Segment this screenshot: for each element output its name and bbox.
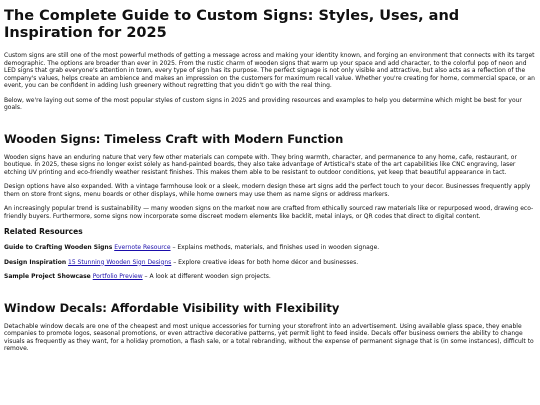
resource-link-portfolio[interactable]: Portfolio Preview [92,273,143,280]
wooden-paragraph-2: Design options have also expanded. With a vintage farmhouse look or a sleek, modern design these art signs add the perfect touch to your decor. Businesses frequently apply them on store front signs, menu boards or other displays, while home owners may use them as name signs or address markers. [4,183,531,198]
resource-description: – Explains methods, materials, and finishes used in wooden signage. [170,244,380,251]
resource-link-evernote[interactable]: Evernote Resource [114,244,171,251]
wooden-signs-heading: Wooden Signs: Timeless Craft with Modern Function [4,131,344,146]
resource-description: – A look at different wooden sign projects. [142,273,271,280]
resource-description: – Explore creative ideas for both home décor and businesses. [171,258,359,266]
intro-paragraph-1: Custom signs are still one of the most powerful methods of getting a message across and making your identity known, and forging an environment that connects with its target demographic. The options are broader than ever in 2025. From the rustic charm of wooden signs that warm up your space and add character, to the colorful pop of neon and LED signs that grab everyone's attention in town, every type of sign has its purpose. The perfect signage is not only visible and attractive, but also acts as a reflection of the company's values, helps create an ambience and makes an impression on the customers for maximum recall value. Whether you're creating for home, commercial space, or an event, you can be confident in adding lush greenery without regretting that you didn't go with the real thing. [4,52,535,89]
resource-item [4,244,536,252]
related-resources-heading: Related Resources [4,227,83,236]
resource-label: Guide to Crafting Wooden Signs [4,244,113,251]
decals-paragraph: Detachable window decals are one of the cheapest and most unique accessories for turning your storefront into an advertisement. Using available glass space, they enable companies to promote logos, seasonal promotions, or even attractive decorative patterns, yet permit light to feed inside. Decals offer business owners the ability to change visuals as frequently as they want, for a holiday promotion, a flash sale, or a total rebranding, without the expense of permanent signage that is (in some instances), difficult to remove. [4,322,534,352]
resource-label: Design Inspiration [4,258,67,266]
resource-link-designs[interactable]: 15 Stunning Wooden Sign Designs [68,258,172,266]
window-decals-heading: Window Decals: Affordable Visibility with Flexibility [4,300,340,315]
page-title: The Complete Guide to Custom Signs: Styles, Uses, and Inspiration for 2025 [4,8,460,41]
wooden-paragraph-3: An increasingly popular trend is sustainability — many wooden signs on the market now are crafted from ethically sourced raw materials like or repurposed wood, drawing eco-friendly buyers. Furthermore, some signs now incorporate some discreet modern elements like backlit, metal inlays, or QR codes that direct to digital content. [4,205,534,220]
resource-label: Sample Project Showcase [4,273,91,280]
resource-item [4,273,536,281]
intro-paragraph-2: Below, we're laying out some of the most popular styles of custom signs in 2025 and providing resources and examples to help you determine which might be best for your goals. [4,96,522,111]
wooden-paragraph-1: Wooden signs have an enduring nature that very few other materials can compete with. They bring warmth, character, and permanence to any home, cafe, restaurant, or boutique. In 2025, these signs no longer exist solely as hand-painted boards, they also take advantage of Artistical's state of the art capabilities like CNC engraving, laser etching UV printing and eco-friendly weather resistant finishes. This makes them able to be resistant to outdoor conditions, yet keep that beautiful appearance in tact. [4,153,517,176]
resource-item [4,259,536,267]
